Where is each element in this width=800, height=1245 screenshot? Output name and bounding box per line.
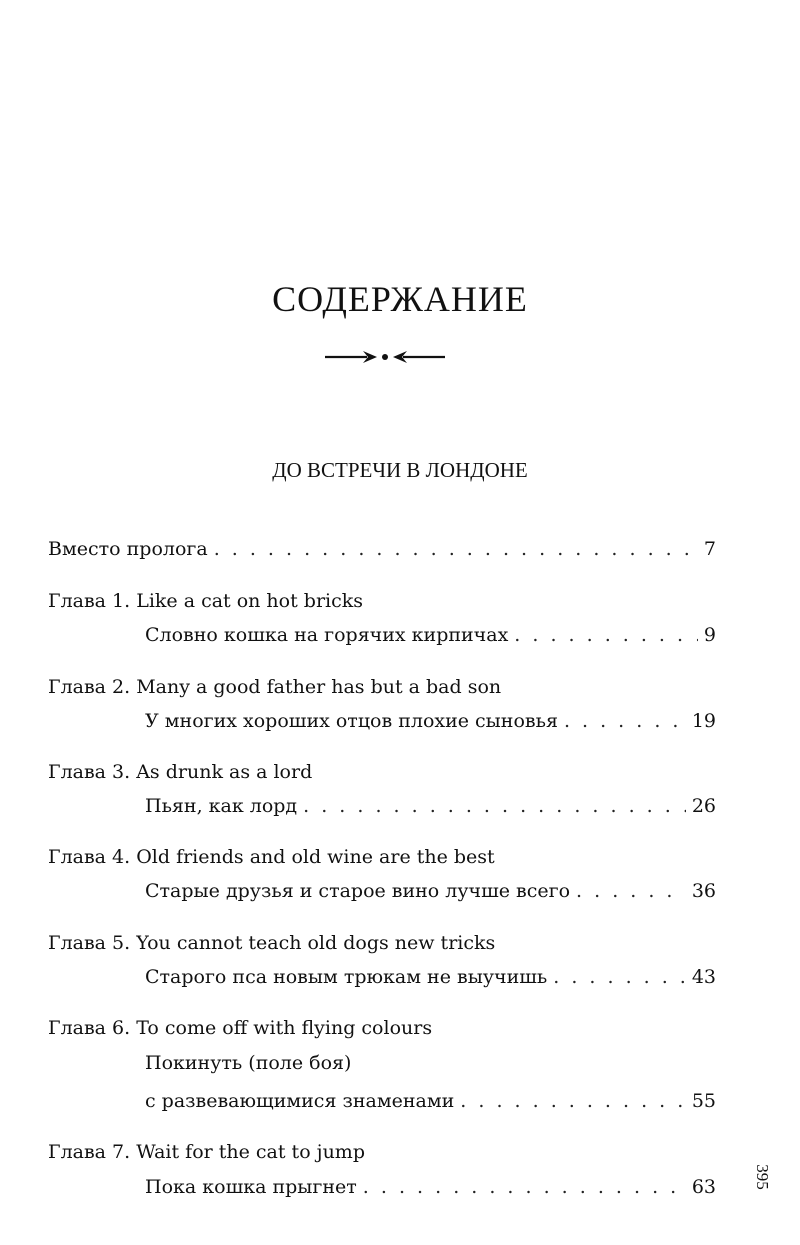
toc-page-number: 7 [703,538,716,560]
toc-chapter-heading: Глава 4. Old friends and old wine are the best [48,846,495,868]
toc-page-number: 63 [691,1176,716,1198]
dot-leader [460,1090,686,1112]
dot-leader [576,880,686,902]
toc-chapter-heading: Глава 6. To come off with flying colours [48,1017,433,1039]
dot-leader [214,538,698,560]
toc-entry-chapter-7 [145,1176,716,1206]
toc-page-number: 26 [691,795,716,817]
toc-chapter-heading: Глава 2. Many a good father has but a bad son [48,676,502,698]
toc-entry-title: Пока кошка прыгнет [145,1176,357,1198]
toc-entry-title: Вместо пролога [48,538,208,560]
toc-entry-subtitle-line: Покинуть (поле боя) [145,1052,352,1074]
dot-leader [564,710,686,732]
toc-entry-prologue [48,538,716,568]
toc-page-number: 43 [691,966,716,988]
toc-entry-chapter-5 [145,966,716,996]
toc-entry-chapter-1 [145,624,716,654]
section-heading: ДО ВСТРЕЧИ В ЛОНДОНЕ [272,458,528,482]
toc-chapter-heading: Глава 3. As drunk as a lord [48,761,313,783]
toc-page-number: 36 [691,880,716,902]
toc-entry-title: Пьян, как лорд [145,795,298,817]
toc-entry-chapter-2 [145,710,716,740]
toc-chapter-heading: Глава 1. Like a cat on hot bricks [48,590,364,612]
toc-page-number: 19 [691,710,716,732]
toc-entry-chapter-4 [145,880,716,910]
dot-leader [363,1176,686,1198]
toc-entry-chapter-6 [145,1090,716,1120]
dot-leader [553,966,686,988]
toc-entry-title: Словно кошка на горячих кирпичах [145,624,509,646]
table-of-contents [48,0,716,1245]
toc-entry-chapter-3 [145,795,716,825]
page-title: СОДЕРЖАНИЕ [272,279,528,319]
dot-leader [303,795,686,817]
toc-entry-title: Старые друзья и старое вино лучше всего [145,880,571,902]
toc-page-number: 9 [703,624,716,646]
toc-entry-title: Старого пса новым трюкам не выучишь [145,966,548,988]
toc-page-number: 55 [691,1090,716,1112]
toc-entry-title: с развевающимися знаменами [145,1090,455,1112]
toc-chapter-heading: Глава 5. You cannot teach old dogs new tricks [48,932,496,954]
toc-chapter-heading: Глава 7. Wait for the cat to jump [48,1141,365,1163]
page-number: 395 [753,1164,772,1190]
toc-entry-title: У многих хороших отцов плохие сыновья [145,710,558,732]
dot-leader [514,624,698,646]
